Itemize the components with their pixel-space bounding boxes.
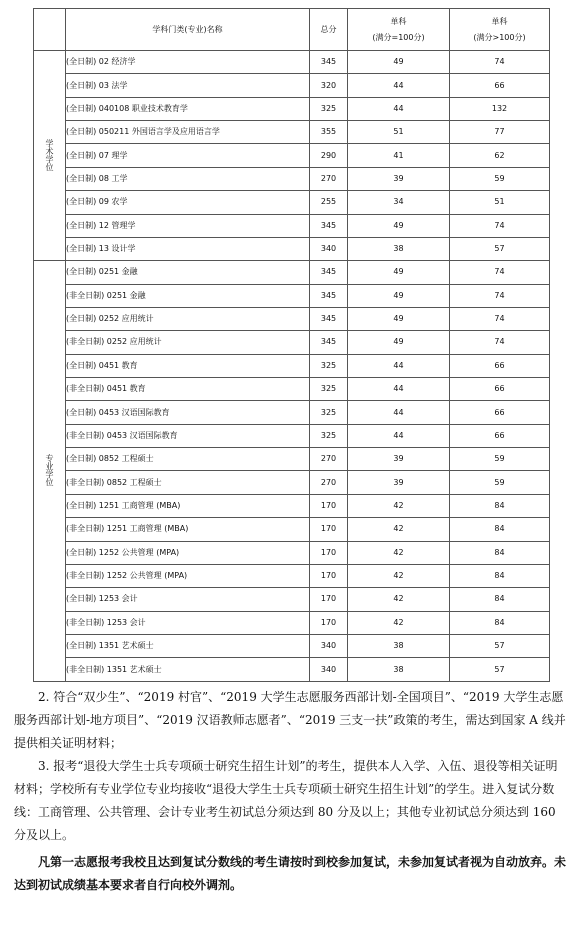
table-row (34, 121, 550, 144)
single-over-100-cell: 84 (450, 611, 550, 634)
program-name-cell: (全日制) 07 理学 (66, 144, 310, 167)
program-name-cell: (全日制) 0451 教育 (66, 354, 310, 377)
single-100-cell: 44 (348, 424, 450, 447)
total-score-cell: 170 (310, 611, 348, 634)
table-row (34, 541, 550, 564)
single-100-cell: 39 (348, 448, 450, 471)
total-score-cell: 340 (310, 634, 348, 657)
single-100-cell: 42 (348, 564, 450, 587)
score-table (33, 8, 550, 682)
single-over-100-cell: 74 (450, 307, 550, 330)
single-100-cell: 51 (348, 121, 450, 144)
single-over-100-cell: 84 (450, 541, 550, 564)
single-over-100-cell: 66 (450, 354, 550, 377)
header-single-over-100-title: 单科 (491, 16, 508, 26)
table-row (34, 611, 550, 634)
table-row (34, 214, 550, 237)
single-over-100-cell: 59 (450, 167, 550, 190)
table-row (34, 284, 550, 307)
program-name-cell: (非全日制) 1253 会计 (66, 611, 310, 634)
category-char: 学 (45, 138, 54, 148)
single-over-100-cell: 51 (450, 191, 550, 214)
total-score-cell: 345 (310, 51, 348, 74)
table-row (34, 634, 550, 657)
single-over-100-cell: 132 (450, 97, 550, 120)
program-name-cell: (全日制) 1252 公共管理 (MPA) (66, 541, 310, 564)
single-over-100-cell: 66 (450, 401, 550, 424)
program-name-cell: (全日制) 09 农学 (66, 191, 310, 214)
table-row (34, 167, 550, 190)
program-name-cell: (全日制) 040108 职业技术教育学 (66, 97, 310, 120)
single-100-cell: 42 (348, 611, 450, 634)
program-name-cell: (全日制) 1251 工商管理 (MBA) (66, 494, 310, 517)
total-score-cell: 325 (310, 401, 348, 424)
table-row (34, 588, 550, 611)
table-row (34, 331, 550, 354)
table-row (34, 144, 550, 167)
total-score-cell: 345 (310, 284, 348, 307)
program-name-cell: (全日制) 050211 外国语言学及应用语言学 (66, 121, 310, 144)
table-row (34, 354, 550, 377)
single-100-cell: 39 (348, 167, 450, 190)
single-100-cell: 42 (348, 518, 450, 541)
single-100-cell: 39 (348, 471, 450, 494)
single-100-cell: 44 (348, 378, 450, 401)
category-char: 学 (45, 469, 54, 479)
single-over-100-cell: 57 (450, 237, 550, 260)
program-name-cell: (非全日制) 0251 金融 (66, 284, 310, 307)
program-name-cell: (全日制) 0252 应用统计 (66, 307, 310, 330)
single-over-100-cell: 66 (450, 424, 550, 447)
single-over-100-cell: 77 (450, 121, 550, 144)
program-name-cell: (全日制) 13 设计学 (66, 237, 310, 260)
program-name-cell: (全日制) 0453 汉语国际教育 (66, 401, 310, 424)
program-name-cell: (全日制) 08 工学 (66, 167, 310, 190)
program-name-cell: (全日制) 12 管理学 (66, 214, 310, 237)
total-score-cell: 170 (310, 518, 348, 541)
table-row (34, 494, 550, 517)
table-row (34, 424, 550, 447)
table-row (34, 261, 550, 284)
single-100-cell: 38 (348, 634, 450, 657)
single-over-100-cell: 62 (450, 144, 550, 167)
single-100-cell: 42 (348, 494, 450, 517)
program-name-cell: (全日制) 1351 艺术硕士 (66, 634, 310, 657)
table-row (34, 237, 550, 260)
single-100-cell: 49 (348, 51, 450, 74)
table-row (34, 97, 550, 120)
total-score-cell: 340 (310, 237, 348, 260)
total-score-cell: 340 (310, 658, 348, 681)
single-100-cell: 38 (348, 237, 450, 260)
category-char: 术 (45, 146, 54, 156)
single-100-cell: 44 (348, 401, 450, 424)
single-over-100-cell: 59 (450, 471, 550, 494)
total-score-cell: 320 (310, 74, 348, 97)
single-over-100-cell: 74 (450, 214, 550, 237)
total-score-cell: 325 (310, 378, 348, 401)
category-char: 位 (45, 162, 54, 172)
total-score-cell: 270 (310, 167, 348, 190)
single-over-100-cell: 74 (450, 261, 550, 284)
single-100-cell: 49 (348, 307, 450, 330)
single-over-100-cell: 74 (450, 284, 550, 307)
total-score-cell: 325 (310, 97, 348, 120)
header-blank (34, 9, 66, 51)
header-name: 学科门类(专业)名称 (66, 9, 310, 51)
table-row (34, 74, 550, 97)
single-100-cell: 42 (348, 588, 450, 611)
program-name-cell: (全日制) 03 法学 (66, 74, 310, 97)
table-header (34, 9, 550, 51)
note-retest: 凡第一志愿报考我校且达到复试分数线的考生请按时到校参加复试，未参加复试者视为自动放弃。未达到初试成绩基本要求者自行向校外调剂。 (14, 855, 567, 892)
single-over-100-cell: 74 (450, 331, 550, 354)
table-row (34, 378, 550, 401)
single-100-cell: 49 (348, 284, 450, 307)
single-over-100-cell: 84 (450, 494, 550, 517)
category-char: 专 (45, 453, 54, 463)
total-score-cell: 325 (310, 354, 348, 377)
header-single-100 (348, 9, 450, 51)
table-row (34, 191, 550, 214)
single-100-cell: 34 (348, 191, 450, 214)
table-row (34, 401, 550, 424)
program-name-cell: (全日制) 0251 金融 (66, 261, 310, 284)
single-100-cell: 42 (348, 541, 450, 564)
total-score-cell: 170 (310, 588, 348, 611)
total-score-cell: 355 (310, 121, 348, 144)
single-over-100-cell: 66 (450, 378, 550, 401)
total-score-cell: 345 (310, 331, 348, 354)
total-score-cell: 270 (310, 448, 348, 471)
total-score-cell: 255 (310, 191, 348, 214)
table-row (34, 51, 550, 74)
single-100-cell: 44 (348, 97, 450, 120)
program-name-cell: (非全日制) 0852 工程硕士 (66, 471, 310, 494)
total-score-cell: 170 (310, 494, 348, 517)
total-score-cell: 170 (310, 541, 348, 564)
program-name-cell: (全日制) 1253 会计 (66, 588, 310, 611)
total-score-cell: 345 (310, 214, 348, 237)
notes-section (14, 686, 566, 897)
category-char: 位 (45, 477, 54, 487)
single-100-cell: 38 (348, 658, 450, 681)
program-name-cell: (非全日制) 0252 应用统计 (66, 331, 310, 354)
table-body (34, 51, 550, 682)
single-over-100-cell: 66 (450, 74, 550, 97)
header-single-over-100 (450, 9, 550, 51)
category-char: 业 (45, 461, 54, 471)
single-over-100-cell: 57 (450, 658, 550, 681)
table-row (34, 471, 550, 494)
program-name-cell: (非全日制) 1351 艺术硕士 (66, 658, 310, 681)
table-row (34, 307, 550, 330)
single-over-100-cell: 84 (450, 588, 550, 611)
table-row (34, 448, 550, 471)
table-row (34, 564, 550, 587)
total-score-cell: 325 (310, 424, 348, 447)
degree-category (34, 261, 66, 681)
total-score-cell: 345 (310, 261, 348, 284)
note-2: 2. 符合“双少生”、“2019 村官”、“2019 大学生志愿服务西部计划-全国项目”、“2019 大学生志愿服务西部计划-地方项目”、“2019 汉语教师志愿者”、“2019 三支一扶”政策的考生，需达到国家 A 线并提供相关证明材料； (14, 690, 566, 750)
degree-category (34, 51, 66, 261)
single-over-100-cell: 84 (450, 564, 550, 587)
single-over-100-cell: 57 (450, 634, 550, 657)
table-row (34, 518, 550, 541)
category-char: 学 (45, 154, 54, 164)
header-total: 总分 (310, 9, 348, 51)
total-score-cell: 345 (310, 307, 348, 330)
single-100-cell: 49 (348, 261, 450, 284)
program-name-cell: (非全日制) 1251 工商管理 (MBA) (66, 518, 310, 541)
program-name-cell: (全日制) 0852 工程硕士 (66, 448, 310, 471)
program-name-cell: (非全日制) 0453 汉语国际教育 (66, 424, 310, 447)
note-3: 3. 报考“退役大学生士兵专项硕士研究生招生计划”的考生，提供本人入学、入伍、退役等相关证明材料；学校所有专业学位专业均接收“退役大学生士兵专项硕士研究生招生计划”的学生。进入复试分数线：工商管理、公共管理、会计专业考生初试总分须达到 80 分及以上；其他专业初试总分须达到 160 分及以上。 (14, 759, 558, 842)
single-100-cell: 41 (348, 144, 450, 167)
total-score-cell: 290 (310, 144, 348, 167)
program-name-cell: (非全日制) 1252 公共管理 (MPA) (66, 564, 310, 587)
table-row (34, 658, 550, 681)
header-single-over-100-note: (满分>100分) (473, 32, 526, 42)
program-name-cell: (全日制) 02 经济学 (66, 51, 310, 74)
single-over-100-cell: 59 (450, 448, 550, 471)
single-over-100-cell: 74 (450, 51, 550, 74)
total-score-cell: 170 (310, 564, 348, 587)
single-100-cell: 49 (348, 331, 450, 354)
single-100-cell: 44 (348, 354, 450, 377)
single-over-100-cell: 84 (450, 518, 550, 541)
header-single-100-title: 单科 (390, 16, 407, 26)
total-score-cell: 270 (310, 471, 348, 494)
header-single-100-note: (满分=100分) (372, 32, 425, 42)
single-100-cell: 49 (348, 214, 450, 237)
single-100-cell: 44 (348, 74, 450, 97)
program-name-cell: (非全日制) 0451 教育 (66, 378, 310, 401)
